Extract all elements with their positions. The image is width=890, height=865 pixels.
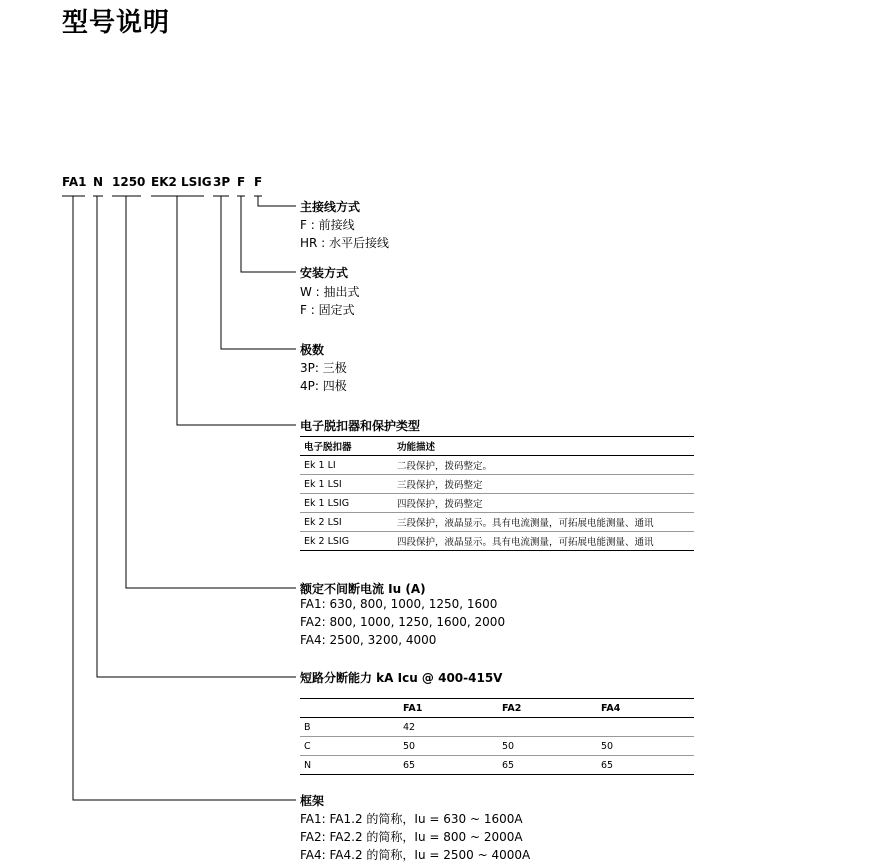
code-poles: 3P — [213, 175, 231, 189]
table-cell: 50 — [597, 737, 694, 756]
current-line: FA4: 2500, 3200, 4000 — [300, 633, 437, 647]
table-row — [300, 456, 694, 475]
table-cell: B — [300, 718, 399, 737]
poles-line: 4P: 四极 — [300, 379, 347, 393]
table-cell: Ek 1 LSI — [300, 475, 393, 494]
code-current: 1250 — [112, 175, 146, 189]
connection-line: F : 前接线 — [300, 218, 355, 232]
table-cell: Ek 1 LI — [300, 456, 393, 475]
table-cell: 三段保护，拨码整定 — [393, 475, 694, 494]
table-cell: 65 — [399, 756, 498, 775]
table-row — [300, 532, 694, 551]
release-title: 电子脱扣器和保护类型 — [300, 419, 421, 433]
table-cell: 三段保护，液晶显示。具有电流测量，可拓展电能测量、通讯 — [393, 513, 694, 532]
table-cell: 二段保护，拨码整定。 — [393, 456, 694, 475]
installation-title: 安装方式 — [300, 266, 349, 280]
table-row — [300, 756, 694, 775]
frame-line: FA1: FA1.2 的简称，Iu = 630 ~ 1600A — [300, 812, 523, 826]
table-cell: Ek 2 LSI — [300, 513, 393, 532]
table-cell: 42 — [399, 718, 498, 737]
table-cell: 四段保护，拨码整定 — [393, 494, 694, 513]
poles-title: 极数 — [300, 343, 325, 357]
table-cell — [498, 718, 597, 737]
table-header: 电子脱扣器 — [300, 437, 393, 456]
poles-line: 3P: 三极 — [300, 361, 347, 375]
table-header: 功能描述 — [393, 437, 694, 456]
table-cell: Ek 1 LSIG — [300, 494, 393, 513]
table-row — [300, 494, 694, 513]
table-row — [300, 513, 694, 532]
table-header: FA2 — [498, 699, 597, 718]
table-cell — [597, 718, 694, 737]
installation-line: W : 抽出式 — [300, 285, 360, 299]
table-header: FA1 — [399, 699, 498, 718]
installation-line: F : 固定式 — [300, 303, 355, 317]
current-line: FA2: 800, 1000, 1250, 1600, 2000 — [300, 615, 506, 629]
breaking-table — [300, 698, 694, 775]
table-cell: N — [300, 756, 399, 775]
table-cell: C — [300, 737, 399, 756]
table-row — [300, 475, 694, 494]
table-header — [300, 699, 399, 718]
frame-title: 框架 — [300, 794, 325, 808]
connection-line: HR : 水平后接线 — [300, 236, 390, 250]
current-title: 额定不间断电流 Iu (A) — [300, 582, 426, 596]
connection-title: 主接线方式 — [300, 200, 361, 214]
current-line: FA1: 630, 800, 1000, 1250, 1600 — [300, 597, 498, 611]
table-cell: 50 — [399, 737, 498, 756]
frame-line: FA4: FA4.2 的简称，Iu = 2500 ~ 4000A — [300, 848, 531, 862]
release-table — [300, 436, 694, 551]
code-breaking: N — [93, 175, 104, 189]
code-installation: F — [237, 175, 246, 189]
table-cell: Ek 2 LSIG — [300, 532, 393, 551]
table-cell: 65 — [498, 756, 597, 775]
page-title: 型号说明 — [62, 8, 171, 38]
table-header: FA4 — [597, 699, 694, 718]
table-row — [300, 737, 694, 756]
code-release: EK2 LSIG — [151, 175, 212, 189]
breaking-title: 短路分断能力 kA Icu @ 400-415V — [300, 671, 503, 685]
code-connection: F — [254, 175, 263, 189]
frame-line: FA2: FA2.2 的简称，Iu = 800 ~ 2000A — [300, 830, 523, 844]
table-row — [300, 718, 694, 737]
table-cell: 50 — [498, 737, 597, 756]
code-frame: FA1 — [62, 175, 87, 189]
table-cell: 四段保护，液晶显示。具有电流测量，可拓展电能测量、通讯 — [393, 532, 694, 551]
table-cell: 65 — [597, 756, 694, 775]
